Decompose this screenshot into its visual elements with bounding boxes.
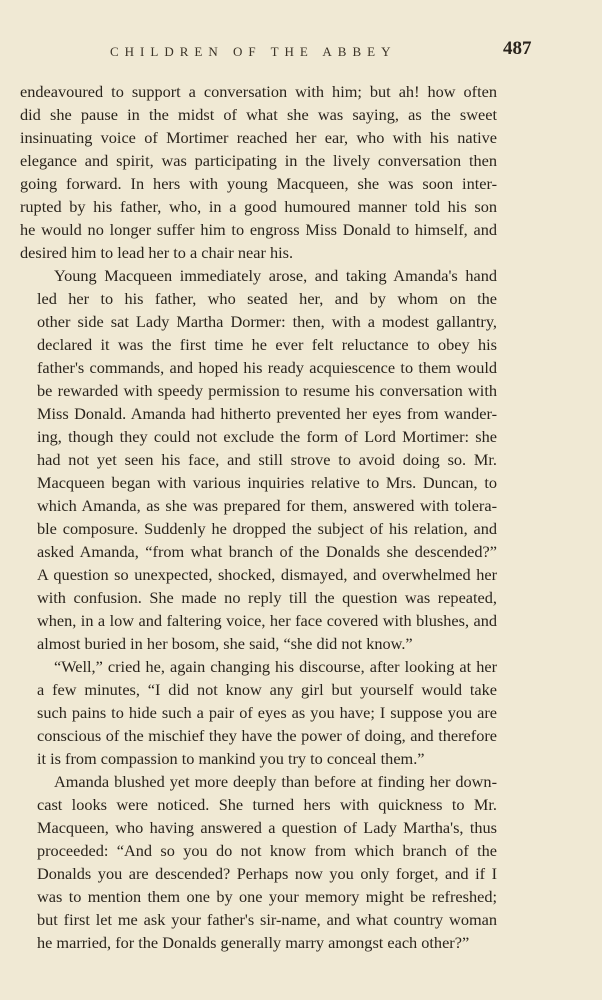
text-line: other side sat Lady Martha Dormer: then, with a modest gallantry, (37, 312, 497, 331)
text-line: led her to his father, who seated her, and by whom on the (37, 289, 497, 308)
text-line: endeavoured to support a conversation with him; but ah! how often (20, 82, 497, 101)
text-line: rupted by his father, who, in a good humoured manner told his son (20, 197, 497, 216)
text-line: elegance and spirit, was participating in the lively conversation then (20, 151, 497, 170)
text-line: ble composure. Suddenly he dropped the subject of his relation, and (37, 519, 497, 538)
text-line: with confusion. She made no reply till the question was repeated, (37, 588, 497, 607)
text-line: he would no longer suffer him to engross Miss Donald to himself, and (20, 220, 497, 239)
paragraph (20, 80, 497, 264)
text-line: he married, for the Donalds generally marry amongst each other?” (37, 933, 470, 952)
text-line: had not yet seen his face, and still strove to avoid doing so. Mr. (37, 450, 497, 469)
text-line: Macqueen began with various inquiries relative to Mrs. Duncan, to (37, 473, 497, 492)
text-line: declared it was the first time he ever felt reluctance to obey his (37, 335, 497, 354)
paragraph (20, 655, 497, 770)
text-line: cast looks were noticed. She turned hers with quickness to Mr. (37, 795, 497, 814)
text-line: “Well,” cried he, again changing his discourse, after looking at her (54, 657, 497, 676)
text-line: did she pause in the midst of what she was saying, as the sweet (20, 105, 497, 124)
text-line: asked Amanda, “from what branch of the Donalds she descended?” (37, 542, 497, 561)
text-line: but first let me ask your father's sir-name, and what country woman (37, 910, 497, 929)
text-line: was to mention them one by one your memory might be refreshed; (37, 887, 497, 906)
text-line: Macqueen, who having answered a question of Lady Martha's, thus (37, 818, 497, 837)
body-text (20, 80, 497, 954)
text-line: such pains to hide such a pair of eyes as you have; I suppose you are (37, 703, 497, 722)
paragraph (20, 770, 497, 954)
text-line: a few minutes, “I did not know any girl but yourself would take (37, 680, 497, 699)
text-line: Miss Donald. Amanda had hitherto prevented her eyes from wander- (37, 404, 497, 423)
text-line: which Amanda, as she was prepared for them, answered with tolera- (37, 496, 497, 515)
text-line: desired him to lead her to a chair near his. (20, 243, 294, 262)
text-line: it is from compassion to mankind you try to conceal them.” (37, 749, 425, 768)
text-line: proceeded: “And so you do not know from which branch of the (37, 841, 497, 860)
page-number: 487 (503, 38, 532, 59)
text-line: father's commands, and hoped his ready acquiescence to them would (37, 358, 497, 377)
text-line: A question so unexpected, shocked, dismayed, and overwhelmed her (37, 565, 497, 584)
text-line: ing, though they could not exclude the form of Lord Mortimer: she (37, 427, 497, 446)
text-line: Amanda blushed yet more deeply than before at finding her down- (54, 772, 497, 791)
text-line: going forward. In hers with young Macqueen, she was soon inter- (20, 174, 497, 193)
paragraph (20, 264, 497, 655)
text-line: when, in a low and faltering voice, her face covered with blushes, and (37, 611, 497, 630)
text-line: insinuating voice of Mortimer reached her ear, who with his native (20, 128, 497, 147)
text-line: Donalds you are descended? Perhaps now you only forget, and if I (37, 864, 497, 883)
running-head: CHILDREN OF THE ABBEY (110, 44, 397, 59)
text-line: be rewarded with speedy permission to resume his conversation with (37, 381, 497, 400)
page-header (0, 38, 602, 68)
text-line: Young Macqueen immediately arose, and taking Amanda's hand (54, 266, 497, 285)
text-line: conscious of the mischief they have the power of doing, and therefore (37, 726, 497, 745)
text-line: almost buried in her bosom, she said, “she did not know.” (37, 634, 413, 653)
